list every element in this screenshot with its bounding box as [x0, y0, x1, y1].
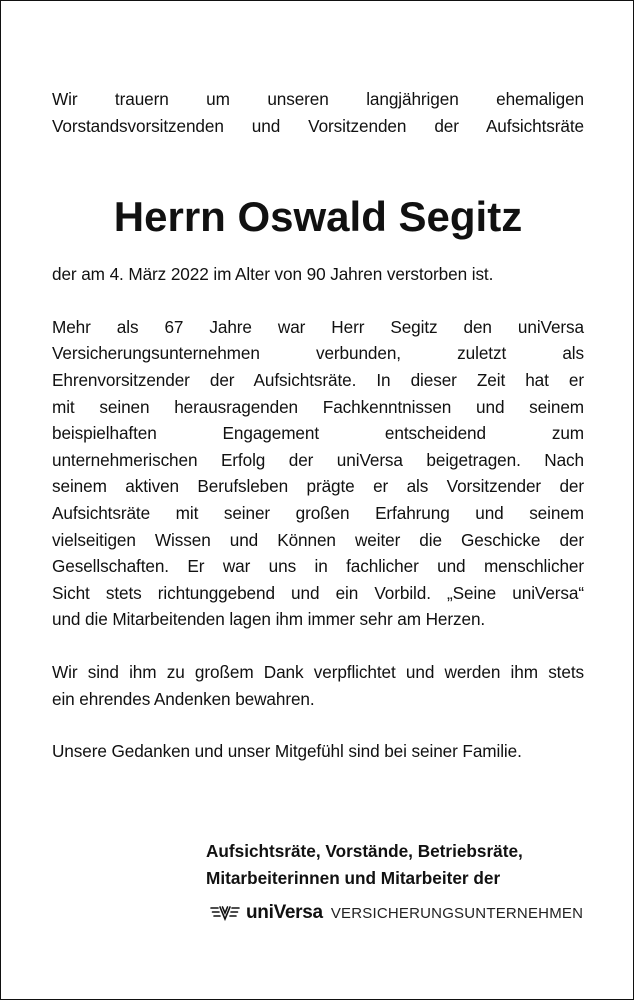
intro-line-2: Vorstandsvorsitzenden und Vorsitzenden der Aufsichtsräte [52, 115, 584, 136]
tribute-line: unternehmerischen Erfolg der uniVersa beigetragen. Nach [52, 449, 584, 470]
intro-line-1: Wir trauern um unseren langjährigen ehemaligen [52, 89, 584, 109]
tribute-line: Aufsichtsräte mit seiner großen Erfahrung und seinem [52, 502, 584, 523]
gratitude-line-2: ein ehrendes Andenken bewahren. [52, 688, 315, 709]
condolence-line: Unsere Gedanken und unser Mitgefühl sind bei seiner Familie. [52, 741, 522, 762]
universa-wings-logo-icon [210, 904, 240, 922]
obituary-text [52, 86, 584, 765]
tribute-line: vielseitigen Wissen und Können weiter die Geschicke der [52, 529, 584, 550]
signature-line-2: Mitarbeiterinnen und Mitarbeiter der [206, 867, 501, 888]
brand-name: uniVersa [246, 902, 323, 923]
tribute-paragraph [52, 314, 584, 633]
tribute-line: Sicht stets richtunggebend und ein Vorbild. „Seine uniVersa“ [52, 582, 584, 603]
tribute-line: Gesellschaften. Er war uns in fachlicher und menschlicher [52, 556, 584, 577]
company-logo [210, 900, 583, 926]
tribute-line: Ehrenvorsitzender der Aufsichtsräte. In dieser Zeit hat er [52, 369, 584, 390]
gratitude-line-1: Wir sind ihm zu großem Dank verpflichtet und werden ihm stets [52, 661, 584, 682]
brand-tagline: VERSICHERUNGSUNTERNEHMEN [330, 904, 584, 922]
tribute-line: Mehr als 67 Jahre war Herr Segitz den uniVersa [52, 316, 584, 337]
death-statement: der am 4. März 2022 im Alter von 90 Jahren verstorben ist. [52, 264, 494, 285]
tribute-line-last: und die Mitarbeitenden lagen ihm immer sehr am Herzen. [52, 609, 486, 630]
tribute-line: seinem aktiven Berufsleben prägte er als Vorsitzender der [52, 476, 584, 497]
deceased-name: Herrn Oswald Segitz [113, 193, 523, 241]
tribute-line: Versicherungsunternehmen verbunden, zuletzt als [52, 343, 584, 364]
signature-block [206, 838, 523, 891]
tribute-line: beispielhaften Engagement entscheidend zum [52, 423, 584, 444]
tribute-line: mit seinen herausragenden Fachkenntnissen und seinem [52, 396, 584, 417]
gratitude-paragraph [52, 659, 584, 712]
signature-line-1: Aufsichtsräte, Vorstände, Betriebsräte, [206, 841, 523, 861]
